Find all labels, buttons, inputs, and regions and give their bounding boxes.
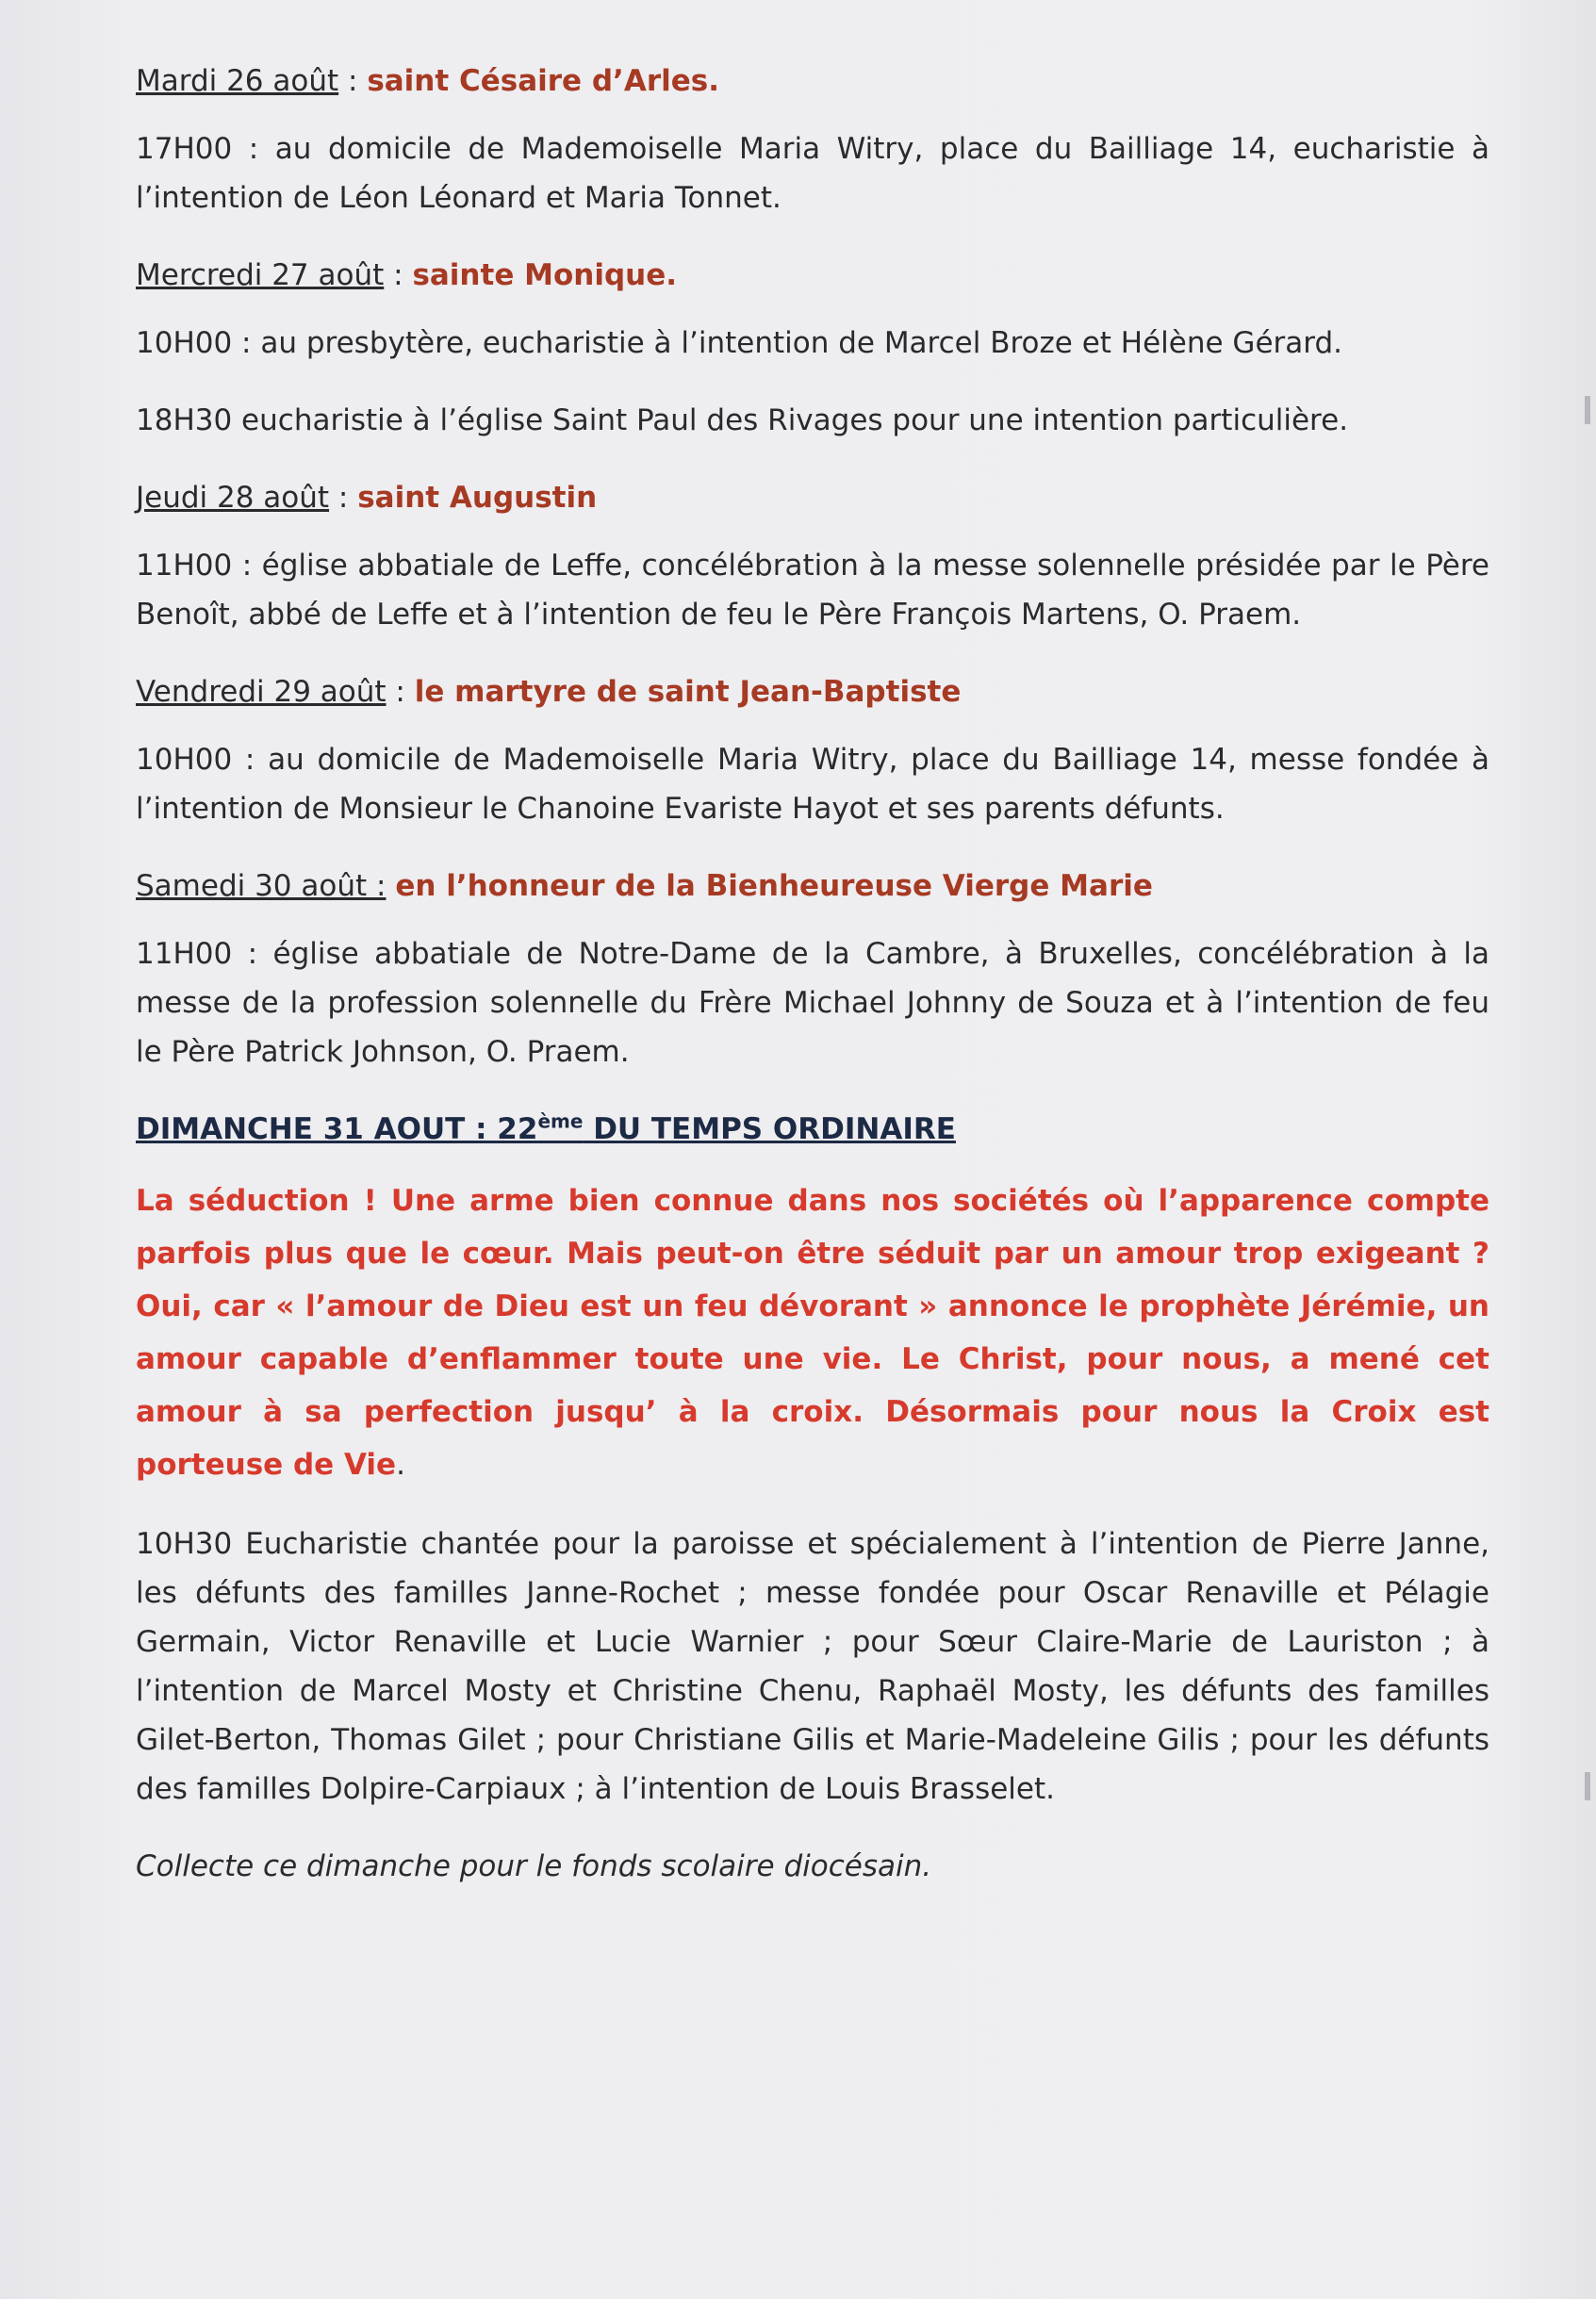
saint-name: saint Césaire d’Arles. [367,64,719,98]
day-heading-jeudi: Jeudi 28 août : saint Augustin [136,481,598,515]
entry-text: 11H00 : église abbatiale de Notre-Dame de la Cambre, à Bruxelles, concélébration à la messe de la profession solennelle du Frère Michael Johnny de Souza et à l’intention de feu le Père Patrick Johnson, O. Praem. [136,937,1489,1069]
entry-text: 10H00 : au presbytère, eucharistie à l’intention de Marcel Broze et Hélène Gérard. [136,326,1342,360]
saint-name: saint Augustin [357,481,598,515]
collecte-note: Collecte ce dimanche pour le fonds scolaire diocésain. [136,1849,932,1883]
entry-text: 18H30 eucharistie à l’église Saint Paul des Rivages pour une intention particulière. [136,403,1349,437]
day-date: Jeudi 28 août [136,481,330,515]
entry-text: 10H00 : au domicile de Mademoiselle Maria Witry, place du Bailliage 14, messe fondée à l’intention de Monsieur le Chanoine Evariste Hayot et ses parents défunts. [136,743,1489,826]
sunday-reflection-end: . [396,1448,405,1482]
day-date: Samedi 30 août : [136,869,387,903]
saint-name: sainte Monique. [412,258,678,292]
day-heading-samedi [136,862,1489,911]
day-date: Mercredi 27 août [136,258,385,292]
day-date: Mardi 26 août [136,64,339,98]
day-heading-mercredi: Mercredi 27 août : sainte Monique. [136,258,678,292]
day-heading-mardi: Mardi 26 août : saint Césaire d’Arles. [136,64,719,98]
saint-name: en l’honneur de la Bienheureuse Vierge Marie [395,869,1153,903]
sunday-mass-text: 10H30 Eucharistie chantée pour la paroisse et spécialement à l’intention de Pierre Janne, les défunts des familles Janne-Rochet ; messe fondée pour Oscar Renaville et Pélagie Germain, Victor Renaville et Lucie Warnier ; pour Sœur Claire-Marie de Lauriston ; à l’intention de Marcel Mosty et Christine Chenu, Raphaël Mosty, les défunts des familles Gilet-Berton, Thomas Gilet ; pour Christiane Gilis et Marie-Madeleine Gilis ; pour les défunts des familles Dolpire-Carpiaux ; à l’intention de Louis Brasselet. [136,1527,1489,1806]
entry-text: 11H00 : église abbatiale de Leffe, concélébration à la messe solennelle présidée par le Père Benoît, abbé de Leffe et à l’intention de feu le Père François Martens, O. Praem. [136,549,1489,632]
saint-name: le martyre de saint Jean-Baptiste [414,675,962,709]
sunday-reflection-text: La séduction ! Une arme bien connue dans nos sociétés où l’apparence compte parfois plus que le cœur. Mais peut-on être séduit par un amour trop exigeant ? Oui, car « l’amour de Dieu est un feu dévorant » annonce le prophète Jérémie, un amour capable d’enflammer toute une vie. Le Christ, pour nous, a mené cet amour à sa perfection jusqu’ à la croix. Désormais pour nous la Croix est porteuse de Vie [136,1184,1489,1482]
sunday-heading-end: DU TEMPS ORDINAIRE [583,1112,956,1146]
entry-text: 17H00 : au domicile de Mademoiselle Maria Witry, place du Bailliage 14, eucharistie à l’intention de Léon Léonard et Maria Tonnet. [136,132,1489,215]
sunday-reflection [136,1174,1489,1491]
sunday-heading-sup: ème [537,1109,584,1133]
day-heading-vendredi: Vendredi 29 août : le martyre de saint Jean-Baptiste [136,675,962,709]
document-body [136,57,1489,1891]
day-date: Vendredi 29 août [136,675,387,709]
edge-mark [1585,396,1590,424]
sunday-heading-start: DIMANCHE 31 AOUT : 22 [136,1112,538,1146]
edge-mark [1585,1772,1590,1800]
sunday-heading [136,1105,1489,1154]
